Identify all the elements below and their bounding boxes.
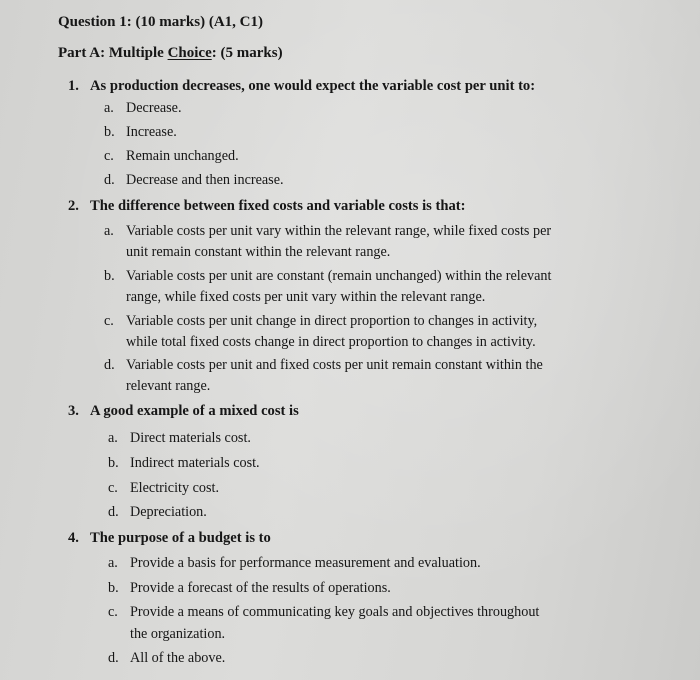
option-letter: d.: [104, 357, 115, 373]
part-heading: [58, 45, 283, 62]
option-text-line-1: Variable costs per unit and fixed costs per unit remain constant within the: [126, 357, 543, 373]
option-text-line-2: relevant range.: [126, 378, 211, 394]
option-text-line-2: the organization.: [130, 626, 226, 642]
option-letter: b.: [104, 268, 115, 284]
option-text: Electricity cost.: [130, 480, 220, 496]
question-text: The difference between fixed costs and variable costs is that:: [90, 198, 466, 214]
part-rest: : (5 marks): [211, 45, 283, 61]
option-text-line-1: Variable costs per unit vary within the relevant range, while fixed costs per: [126, 223, 552, 239]
option-letter: c.: [108, 604, 118, 620]
part-label: Part A: Multiple: [58, 45, 168, 61]
option-letter: c.: [108, 480, 118, 496]
option-text: Remain unchanged.: [126, 148, 239, 164]
option-text-line-1: Provide a means of communicating key goals and objectives throughout: [130, 604, 540, 620]
option-text-line-1: Variable costs per unit are constant (remain unchanged) within the relevant: [126, 268, 552, 284]
option-letter: a.: [104, 100, 114, 116]
option-text: Depreciation.: [130, 504, 207, 520]
option-letter: a.: [108, 555, 118, 571]
option-text: Increase.: [126, 124, 177, 140]
option-text: Decrease.: [126, 100, 182, 116]
question-title: Question 1: (10 marks) (A1, C1): [58, 14, 263, 30]
option-letter: b.: [108, 580, 119, 596]
option-letter: d.: [104, 172, 115, 188]
option-text: All of the above.: [130, 650, 226, 666]
option-letter: c.: [104, 313, 114, 329]
option-letter: d.: [108, 504, 119, 520]
option-letter: a.: [104, 223, 114, 239]
option-letter: b.: [104, 124, 115, 140]
question-number: 2.: [68, 198, 79, 214]
question-3: [68, 403, 299, 420]
option-letter: c.: [104, 148, 114, 164]
option-letter: d.: [108, 650, 119, 666]
question-number: 3.: [68, 403, 79, 419]
option-text: Provide a forecast of the results of operations.: [130, 580, 391, 596]
question-text: The purpose of a budget is to: [90, 530, 271, 546]
question-text: A good example of a mixed cost is: [90, 403, 299, 419]
option-text: Decrease and then increase.: [126, 172, 284, 188]
option-text: Provide a basis for performance measurement and evaluation.: [130, 555, 481, 571]
question-text: As production decreases, one would expect the variable cost per unit to:: [90, 78, 536, 94]
question-4: [68, 530, 271, 547]
option-letter: b.: [108, 455, 119, 471]
option-text-line-2: while total fixed costs change in direct proportion to changes in activity.: [126, 334, 536, 350]
option-text-line-2: unit remain constant within the relevant range.: [126, 244, 391, 260]
option-text: Indirect materials cost.: [130, 455, 260, 471]
option-text-line-2: range, while fixed costs per unit vary within the relevant range.: [126, 289, 486, 305]
option-text: Direct materials cost.: [130, 430, 251, 446]
question-1: [68, 78, 535, 95]
question-number: 4.: [68, 530, 79, 546]
question-number: 1.: [68, 78, 79, 94]
part-underlined: Choice: [167, 45, 212, 61]
option-text-line-1: Variable costs per unit change in direct proportion to changes in activity,: [126, 313, 538, 329]
option-letter: a.: [108, 430, 118, 446]
question-2: [68, 198, 465, 215]
